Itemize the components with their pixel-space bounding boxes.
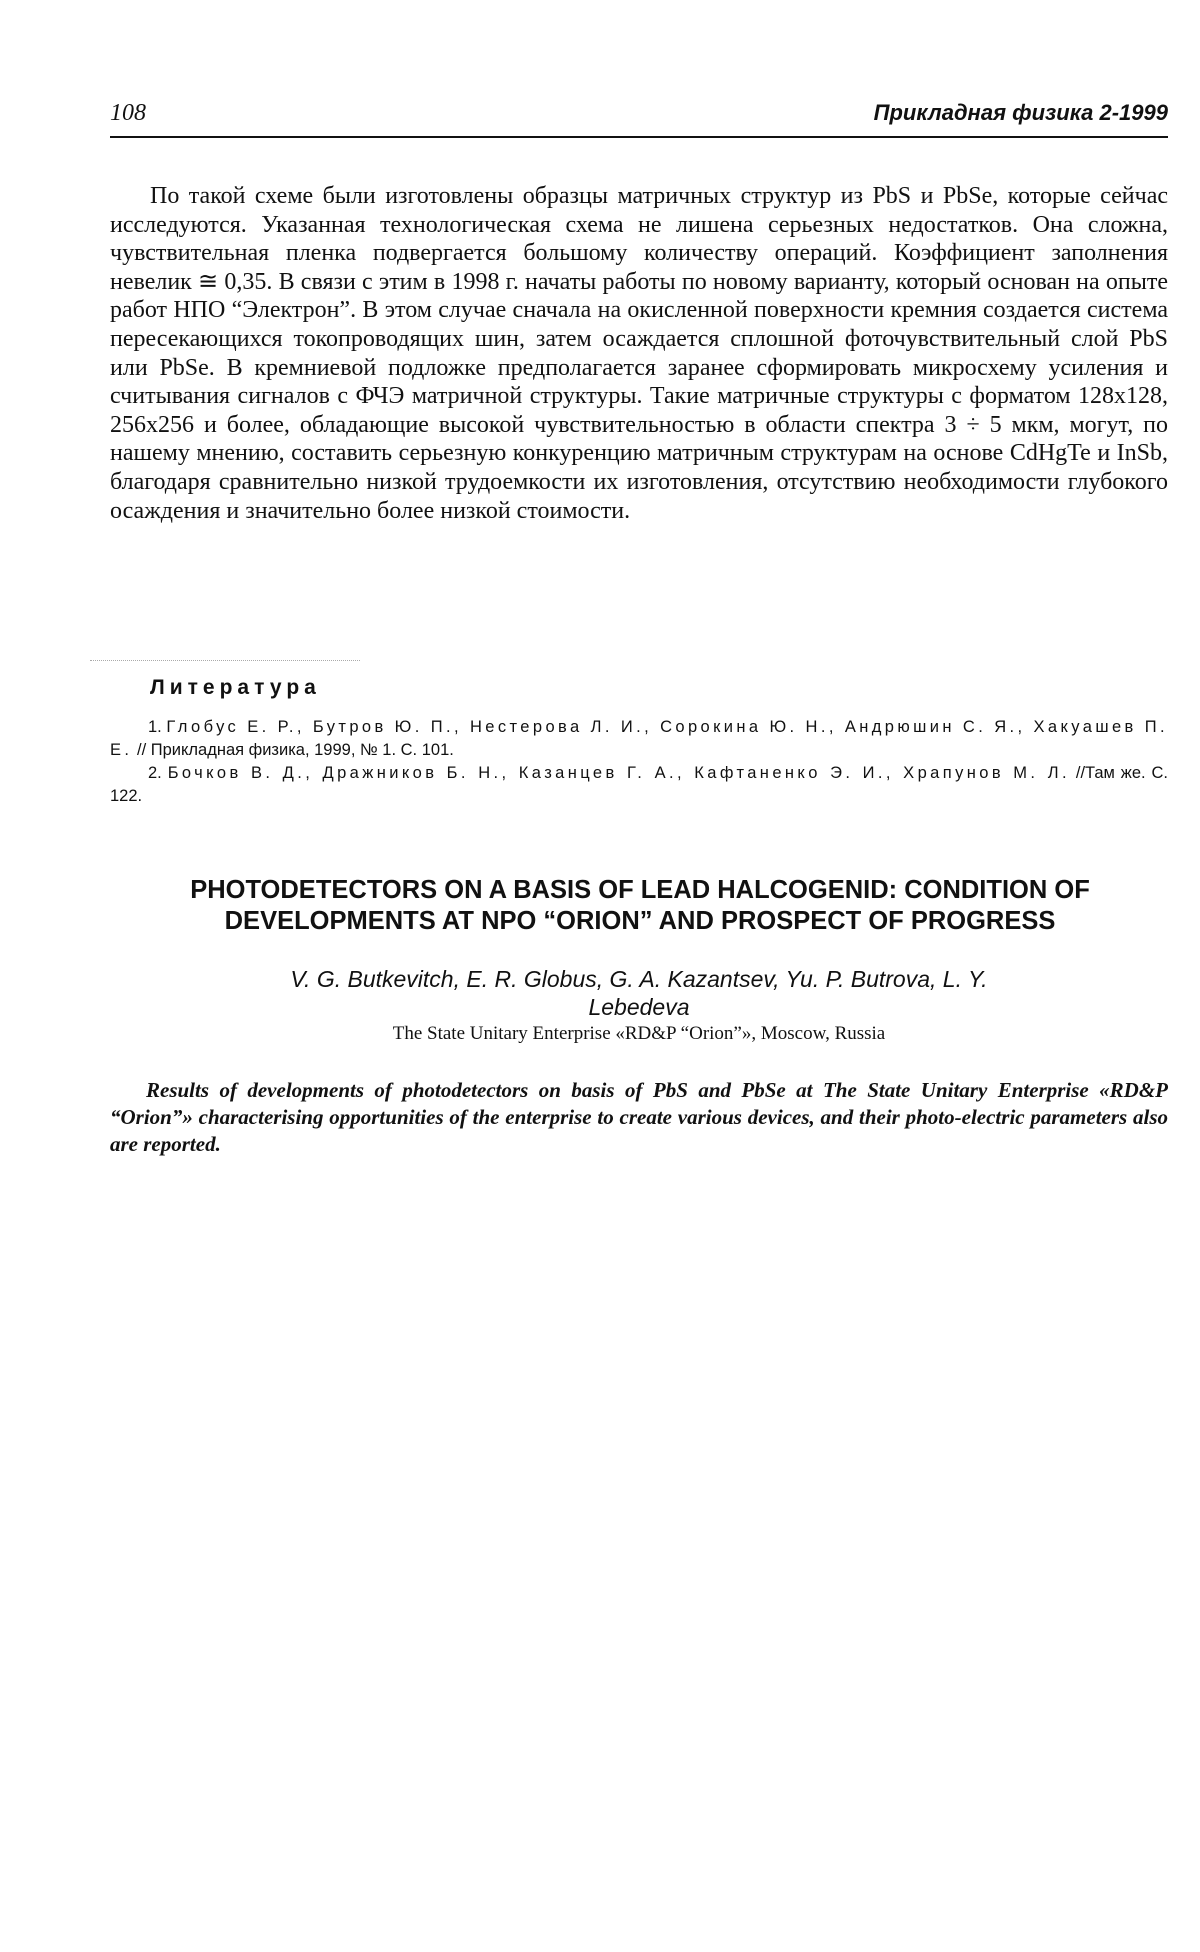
reference-authors: Бочков В. Д., Дражников Б. Н., Казанцев Г. А., Кафтаненко Э. И., Храпунов М. Л. [167,764,1070,782]
reference-number: 1. [148,718,162,736]
english-affiliation: The State Unitary Enterprise «RD&P “Orion”», Moscow, Russia [392,1023,886,1044]
english-abstract: Results of developments of photodetectors on basis of PbS and PbSe at The State Unitary Enterprise «RD&P “Orion”» characterising opportunities of the enterprise to create various devices, and their photo-electric parameters also are reported. [110,1078,1168,1156]
reference-source: //Там же. С. 122. [110,764,1169,805]
references-list [110,716,1168,808]
reference-authors: Глобус Е. Р., Бутров Ю. П., Нестерова Л. И., Сорокина Ю. Н., Андрюшин С. Я., Хакуашев П. Е. [110,718,1168,759]
body-paragraph: По такой схеме были изготовлены образцы матричных структур из PbS и PbSe, которые сейчас исследуются. Указанная технологическая схема не лишена серьезных недостатков. Она сложна, чувствительная пленка подвергается большому количеству операций. Коэффициент заполнения невелик ≅ 0,35. В связи с этим в 1998 г. начаты работы по новому варианту, который основан на опыте работ НПО “Электрон”. В этом случае сначала на окисленной поверхности кремния создается система пересекающихся токопроводящих шин, затем осаждается сплошной фоточувствительный слой PbS или PbSe. В кремниевой подложке предполагается заранее сформировать микросхему усиления и считывания сигналов с ФЧЭ матричной структуры. Такие матричные структуры с форматом 128x128, 256x256 и более, обладающие высокой чувствительностью в области спектра 3 ÷ 5 мкм, могут, по нашему мнению, составить серьезную конкуренцию матричным структурам на основе CdHgTe и InSb, благодаря сравнительно низкой трудоемкости их изготовления, отсутствию необходимости глубокого осаждения и значительно более низкой стоимости. [110,183,1168,524]
reference-source: // Прикладная физика, 1999, № 1. С. 101. [136,741,454,759]
section-divider [90,660,360,661]
reference-number: 2. [148,764,162,782]
reference-item [110,716,1168,762]
running-header [110,100,1168,138]
reference-item [110,762,1168,808]
page-number: 108 [110,100,146,126]
journal-title: Прикладная физика 2-1999 [873,100,1168,125]
english-authors: V. G. Butkevitch, E. R. Globus, G. A. Kazantsev, Yu. P. Butrova, L. Y. Lebedeva [290,966,988,1020]
references-heading: Литература [150,676,321,699]
english-title: PHOTODETECTORS ON A BASIS OF LEAD HALCOGENID: CONDITION OF DEVELOPMENTS AT NPO “ORION” AND PROSPECT OF PROGRESS [190,876,1090,935]
